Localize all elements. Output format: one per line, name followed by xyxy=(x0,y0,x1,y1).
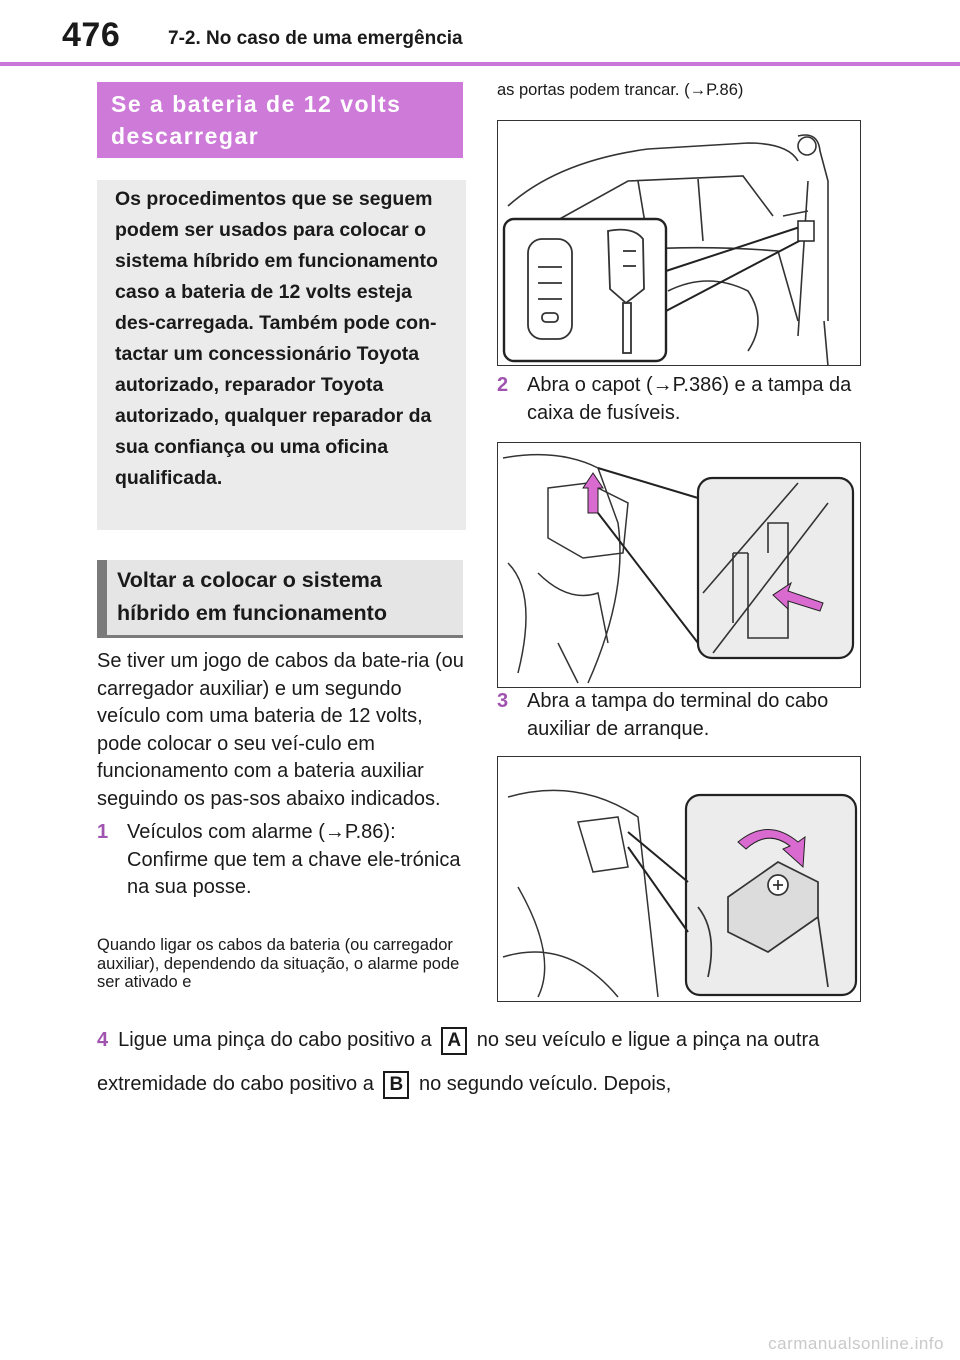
alarm-note-continued: as portas podem trancar. (→P.86) xyxy=(497,81,744,99)
step-text-part3: no segundo veículo. Depois, xyxy=(418,1073,672,1095)
step-number: 2 xyxy=(497,374,509,396)
section-heading: Se a bateria de 12 volts descarregar xyxy=(97,82,463,158)
step-text: Veículos com alarme (→P.86): Confirme que tem a chave ele-trónica na sua posse. xyxy=(127,821,461,898)
step-4 xyxy=(97,1018,897,1106)
step-number: 3 xyxy=(497,690,509,712)
header-rule xyxy=(0,62,960,66)
section-title: 7-2. No caso de uma emergência xyxy=(168,28,463,49)
alarm-note: Quando ligar os cabos da bateria (ou carregador auxiliar), dependendo da situação, o alarme pode ser ativado e xyxy=(97,936,460,991)
figure-terminal-cover xyxy=(497,756,861,1002)
figure-fuse-box xyxy=(497,442,861,688)
paragraph: Se tiver um jogo de cabos da bate-ria (ou carregador auxiliar) e um segundo veículo com uma bateria de 12 volts, pode colocar o seu veí-culo em funcionamento com a bateria auxiliar seguindo os pas-sos abaixo indicados. xyxy=(97,650,464,810)
step-text: Abra a tampa do terminal do cabo auxiliar de arranque. xyxy=(527,690,829,740)
fuse-box-illustration xyxy=(498,443,860,687)
car-and-key-illustration xyxy=(498,121,860,365)
label-b: B xyxy=(383,1071,409,1099)
watermark: carmanualsonline.info xyxy=(768,1334,944,1353)
step-3 xyxy=(497,688,877,743)
step-text: Abra o capot (→P.386) e a tampa da caixa de fusíveis. xyxy=(527,374,852,424)
intro-box: Os procedimentos que se seguem podem ser usados para colocar o sistema híbrido em funcionamento caso a bateria de 12 volts esteja des-carregada. Também pode con-tactar um concessionário Toyota autorizado, reparador Toyota autorizado, qualquer reparador da sua confiança ou uma oficina qualificada. xyxy=(97,180,466,530)
label-a: A xyxy=(441,1027,467,1055)
subsection-heading: Voltar a colocar o sistema híbrido em funcionamento xyxy=(97,560,463,638)
page-number: 476 xyxy=(62,16,121,54)
terminal-cover-illustration xyxy=(498,757,860,1001)
body-text xyxy=(97,648,467,902)
step-number: 4 xyxy=(97,1029,109,1051)
step-number: 1 xyxy=(97,821,109,843)
step-text-part2: no seu veículo e ligue a pinça na outra extremidade do cabo positivo a xyxy=(97,1029,820,1095)
step-1 xyxy=(97,819,467,902)
step-text-part1: Ligue uma pinça do cabo positivo a xyxy=(118,1029,432,1051)
figure-electronic-key xyxy=(497,120,861,366)
step-2 xyxy=(497,372,877,427)
